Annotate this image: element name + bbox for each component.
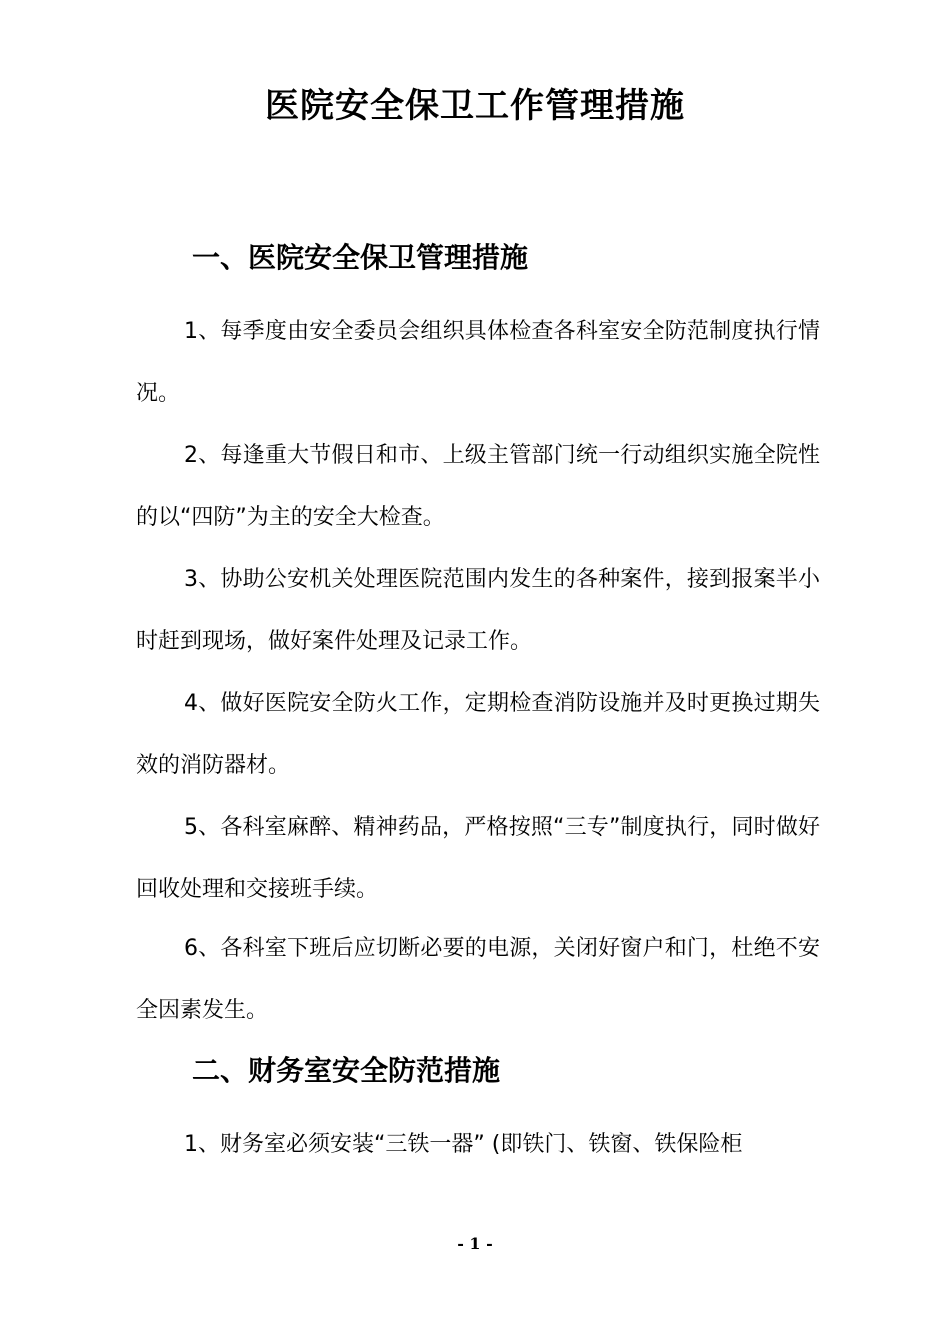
paragraph-2-1: 1、财务室必须安装“三铁一器” (即铁门、铁窗、铁保险柜 — [184, 1132, 743, 1157]
section-heading-1: 一、医院安全保卫管理措施 — [192, 241, 529, 274]
paragraph-1-6: 6、各科室下班后应切断必要的电源，关闭好窗户和门，杜绝不安全因素发生。 — [136, 936, 820, 1023]
paragraph-1-4: 4、做好医院安全防火工作，定期检查消防设施并及时更换过期失效的消防器材。 — [136, 691, 820, 778]
paragraph-1-5: 5、各科室麻醉、精神药品，严格按照“三专”制度执行，同时做好回收处理和交接班手续。 — [136, 815, 820, 902]
paragraph-1-2: 2、每逢重大节假日和市、上级主管部门统一行动组织实施全院性的以“四防”为主的安全大检查。 — [136, 443, 820, 530]
document-title: 医院安全保卫工作管理措施 — [265, 86, 685, 126]
paragraph-1-1: 1、每季度由安全委员会组织具体检查各科室安全防范制度执行情况。 — [136, 319, 820, 406]
paragraph-1-3: 3、协助公安机关处理医院范围内发生的各种案件，接到报案半小时赶到现场，做好案件处理及记录工作。 — [136, 567, 820, 654]
page-number: - 1 - — [457, 1234, 493, 1253]
section-heading-2: 二、财务室安全防范措施 — [192, 1054, 501, 1087]
